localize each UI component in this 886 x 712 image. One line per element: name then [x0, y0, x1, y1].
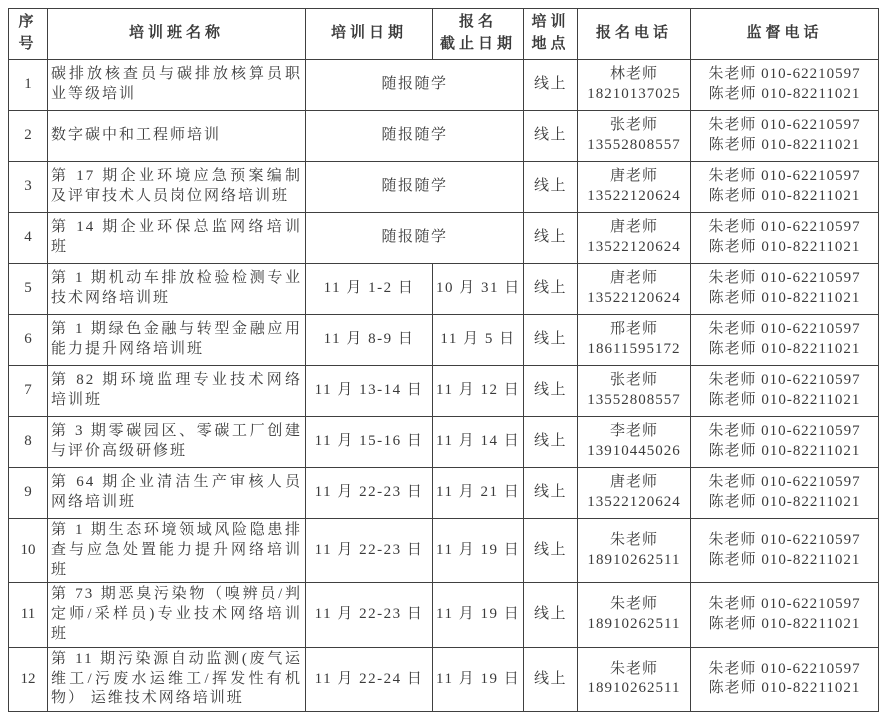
- registration-contact: 朱老师 18910262511: [578, 583, 691, 647]
- training-date: 随报随学: [306, 111, 524, 162]
- course-name: 第 11 期污染源自动监测(废气运维工/污废水运维工/挥发性有机物） 运维技术网络培训班: [48, 647, 306, 711]
- table-row: [9, 417, 879, 468]
- row-number: 4: [9, 213, 48, 264]
- supervision-contact: 朱老师 010-62210597 陈老师 010-82211021: [691, 111, 879, 162]
- registration-contact: 唐老师 13522120624: [578, 162, 691, 213]
- row-number: 10: [9, 519, 48, 583]
- training-location: 线上: [524, 264, 578, 315]
- row-number: 12: [9, 647, 48, 711]
- training-date: 11 月 1-2 日: [306, 264, 433, 315]
- table-row: [9, 162, 879, 213]
- training-date: 随报随学: [306, 213, 524, 264]
- training-location: 线上: [524, 519, 578, 583]
- header-course-name: 培训班名称: [48, 9, 306, 60]
- training-location: 线上: [524, 162, 578, 213]
- supervision-contact: 朱老师 010-62210597 陈老师 010-82211021: [691, 647, 879, 711]
- table-row: [9, 60, 879, 111]
- deadline-date: 11 月 19 日: [433, 583, 524, 647]
- supervision-contact: 朱老师 010-62210597 陈老师 010-82211021: [691, 315, 879, 366]
- training-date: 11 月 15-16 日: [306, 417, 433, 468]
- course-name: 第 3 期零碳园区、零碳工厂创建与评价高级研修班: [48, 417, 306, 468]
- deadline-date: 11 月 21 日: [433, 468, 524, 519]
- training-date: 11 月 13-14 日: [306, 366, 433, 417]
- training-date: 11 月 22-23 日: [306, 583, 433, 647]
- training-schedule-table: [8, 8, 879, 712]
- deadline-date: 10 月 31 日: [433, 264, 524, 315]
- training-date: 随报随学: [306, 162, 524, 213]
- table-body: [9, 60, 879, 712]
- supervision-contact: 朱老师 010-62210597 陈老师 010-82211021: [691, 519, 879, 583]
- course-name: 碳排放核查员与碳排放核算员职业等级培训: [48, 60, 306, 111]
- course-name: 第 73 期恶臭污染物（嗅辨员/判定师/采样员)专业技术网络培训班: [48, 583, 306, 647]
- training-location: 线上: [524, 213, 578, 264]
- table-row: [9, 264, 879, 315]
- header-training-date: 培训日期: [306, 9, 433, 60]
- training-date: 11 月 22-23 日: [306, 468, 433, 519]
- registration-contact: 唐老师 13522120624: [578, 264, 691, 315]
- supervision-contact: 朱老师 010-62210597 陈老师 010-82211021: [691, 162, 879, 213]
- supervision-contact: 朱老师 010-62210597 陈老师 010-82211021: [691, 583, 879, 647]
- header-supervision-phone: 监督电话: [691, 9, 879, 60]
- supervision-contact: 朱老师 010-62210597 陈老师 010-82211021: [691, 264, 879, 315]
- table-row: [9, 315, 879, 366]
- training-date: 11 月 22-24 日: [306, 647, 433, 711]
- deadline-date: 11 月 19 日: [433, 647, 524, 711]
- table-row: [9, 519, 879, 583]
- training-location: 线上: [524, 60, 578, 111]
- training-location: 线上: [524, 111, 578, 162]
- training-location: 线上: [524, 366, 578, 417]
- table-row: [9, 111, 879, 162]
- row-number: 8: [9, 417, 48, 468]
- supervision-contact: 朱老师 010-62210597 陈老师 010-82211021: [691, 468, 879, 519]
- table-row: [9, 366, 879, 417]
- row-number: 11: [9, 583, 48, 647]
- deadline-date: 11 月 12 日: [433, 366, 524, 417]
- registration-contact: 朱老师 18910262511: [578, 647, 691, 711]
- supervision-contact: 朱老师 010-62210597 陈老师 010-82211021: [691, 366, 879, 417]
- course-name: 第 1 期机动车排放检验检测专业技术网络培训班: [48, 264, 306, 315]
- header-registration-phone: 报名电话: [578, 9, 691, 60]
- course-name: 第 14 期企业环保总监网络培训班: [48, 213, 306, 264]
- row-number: 6: [9, 315, 48, 366]
- training-date: 随报随学: [306, 60, 524, 111]
- deadline-date: 11 月 14 日: [433, 417, 524, 468]
- header-number: 序 号: [9, 9, 48, 60]
- training-location: 线上: [524, 315, 578, 366]
- training-date: 11 月 22-23 日: [306, 519, 433, 583]
- table-row: [9, 647, 879, 711]
- registration-contact: 张老师 13552808557: [578, 366, 691, 417]
- row-number: 2: [9, 111, 48, 162]
- row-number: 9: [9, 468, 48, 519]
- row-number: 7: [9, 366, 48, 417]
- training-date: 11 月 8-9 日: [306, 315, 433, 366]
- training-location: 线上: [524, 647, 578, 711]
- registration-contact: 林老师 18210137025: [578, 60, 691, 111]
- supervision-contact: 朱老师 010-62210597 陈老师 010-82211021: [691, 417, 879, 468]
- header-row: [9, 9, 879, 60]
- course-name: 第 82 期环境监理专业技术网络培训班: [48, 366, 306, 417]
- registration-contact: 李老师 13910445026: [578, 417, 691, 468]
- supervision-contact: 朱老师 010-62210597 陈老师 010-82211021: [691, 213, 879, 264]
- table-row: [9, 583, 879, 647]
- row-number: 3: [9, 162, 48, 213]
- course-name: 数字碳中和工程师培训: [48, 111, 306, 162]
- training-location: 线上: [524, 417, 578, 468]
- registration-contact: 朱老师 18910262511: [578, 519, 691, 583]
- table-row: [9, 213, 879, 264]
- training-location: 线上: [524, 583, 578, 647]
- header-location: 培训 地点: [524, 9, 578, 60]
- header-deadline: 报名 截止日期: [433, 9, 524, 60]
- supervision-contact: 朱老师 010-62210597 陈老师 010-82211021: [691, 60, 879, 111]
- training-location: 线上: [524, 468, 578, 519]
- course-name: 第 64 期企业清洁生产审核人员网络培训班: [48, 468, 306, 519]
- registration-contact: 邢老师 18611595172: [578, 315, 691, 366]
- row-number: 5: [9, 264, 48, 315]
- table-row: [9, 468, 879, 519]
- table-header: [9, 9, 879, 60]
- deadline-date: 11 月 19 日: [433, 519, 524, 583]
- registration-contact: 唐老师 13522120624: [578, 213, 691, 264]
- deadline-date: 11 月 5 日: [433, 315, 524, 366]
- course-name: 第 1 期绿色金融与转型金融应用能力提升网络培训班: [48, 315, 306, 366]
- course-name: 第 1 期生态环境领域风险隐患排查与应急处置能力提升网络培训班: [48, 519, 306, 583]
- row-number: 1: [9, 60, 48, 111]
- course-name: 第 17 期企业环境应急预案编制及评审技术人员岗位网络培训班: [48, 162, 306, 213]
- registration-contact: 张老师 13552808557: [578, 111, 691, 162]
- registration-contact: 唐老师 13522120624: [578, 468, 691, 519]
